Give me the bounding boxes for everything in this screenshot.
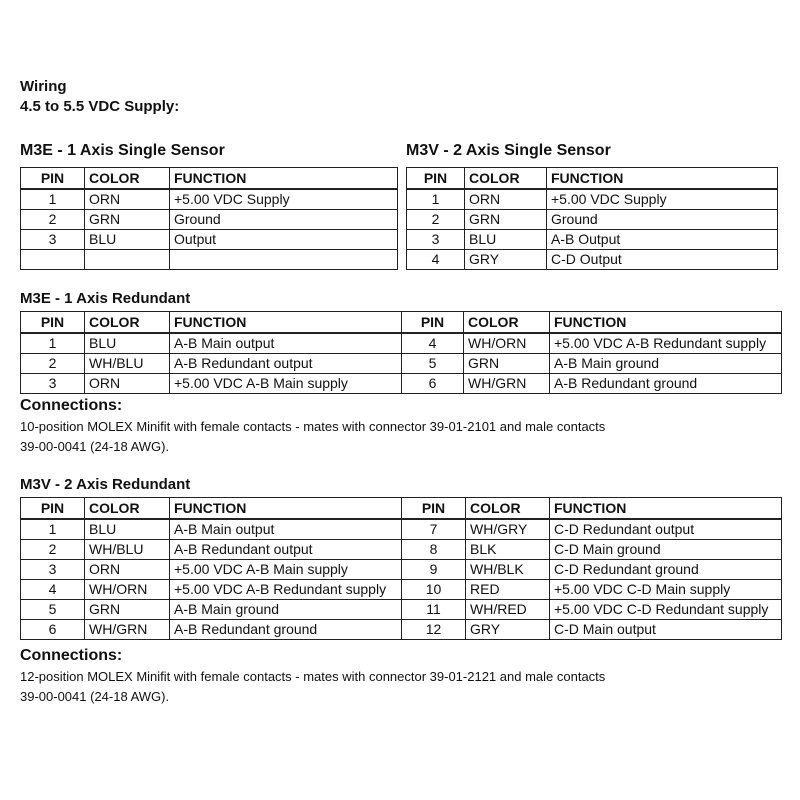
pin-cell: 6 — [21, 620, 85, 640]
table-row — [21, 580, 782, 600]
color-cell: BLU — [85, 333, 170, 354]
color-cell: GRN — [464, 354, 550, 374]
m3v-connections-line-2: 39-00-0041 (24-18 AWG). — [20, 689, 170, 704]
table-header-row — [21, 312, 782, 334]
column-header-color: COLOR — [85, 498, 170, 520]
color-cell: ORN — [465, 189, 547, 210]
function-cell: +5.00 VDC A-B Redundant supply — [170, 580, 402, 600]
function-cell: C-D Output — [547, 250, 778, 270]
function-cell: A-B Redundant output — [170, 540, 402, 560]
color-cell: BLU — [85, 519, 170, 540]
color-cell: WH/BLU — [85, 354, 170, 374]
table-row — [21, 374, 782, 394]
table-row — [21, 250, 398, 270]
function-cell: Ground — [170, 210, 398, 230]
pin-cell: 3 — [407, 230, 465, 250]
column-header-color: COLOR — [464, 312, 550, 334]
function-cell: A-B Main ground — [170, 600, 402, 620]
table-row — [21, 210, 398, 230]
table-row — [21, 620, 782, 640]
m3v-redundant-table — [20, 497, 782, 640]
table-row — [407, 210, 778, 230]
pin-cell: 2 — [21, 210, 85, 230]
column-header-function: FUNCTION — [550, 498, 782, 520]
m3e-redundant-heading: M3E - 1 Axis Redundant — [20, 290, 191, 307]
color-cell: WH/ORN — [85, 580, 170, 600]
table-row — [21, 189, 398, 210]
pin-cell: 1 — [21, 189, 85, 210]
color-cell: RED — [466, 580, 550, 600]
pin-cell: 12 — [402, 620, 466, 640]
function-cell: C-D Redundant ground — [550, 560, 782, 580]
column-header-pin: PIN — [21, 168, 85, 190]
color-cell: GRN — [465, 210, 547, 230]
color-cell: ORN — [85, 560, 170, 580]
color-cell: WH/BLK — [466, 560, 550, 580]
color-cell — [85, 250, 170, 270]
color-cell: BLU — [465, 230, 547, 250]
function-cell: A-B Main ground — [550, 354, 782, 374]
m3v-single-table — [406, 167, 778, 270]
pin-cell: 10 — [402, 580, 466, 600]
pin-cell: 3 — [21, 560, 85, 580]
function-cell: A-B Main output — [170, 519, 402, 540]
table-row — [21, 333, 782, 354]
column-header-function: FUNCTION — [550, 312, 782, 334]
table-row — [407, 230, 778, 250]
pin-cell: 9 — [402, 560, 466, 580]
color-cell: GRN — [85, 600, 170, 620]
m3e-connections-heading: Connections: — [20, 397, 123, 414]
m3v-connections-heading: Connections: — [20, 647, 123, 664]
pin-cell: 2 — [21, 354, 85, 374]
column-header-color: COLOR — [85, 312, 170, 334]
page-subtitle: 4.5 to 5.5 VDC Supply: — [20, 98, 180, 115]
function-cell — [170, 250, 398, 270]
m3v-single-heading: M3V - 2 Axis Single Sensor — [406, 142, 611, 159]
column-header-function: FUNCTION — [170, 312, 402, 334]
function-cell: A-B Redundant output — [170, 354, 402, 374]
function-cell: +5.00 VDC C-D Main supply — [550, 580, 782, 600]
column-header-color: COLOR — [466, 498, 550, 520]
function-cell: A-B Main output — [170, 333, 402, 354]
column-header-function: FUNCTION — [170, 168, 398, 190]
column-header-pin: PIN — [402, 498, 466, 520]
m3e-connections-line-1: 10-position MOLEX Minifit with female contacts - mates with connector 39-01-2101 and male contacts — [20, 419, 606, 434]
color-cell: WH/RED — [466, 600, 550, 620]
function-cell: +5.00 VDC Supply — [170, 189, 398, 210]
page-title: Wiring — [20, 78, 67, 95]
table-row — [407, 250, 778, 270]
column-header-function: FUNCTION — [170, 498, 402, 520]
table-row — [21, 354, 782, 374]
pin-cell: 7 — [402, 519, 466, 540]
color-cell: GRN — [85, 210, 170, 230]
pin-cell: 5 — [402, 354, 464, 374]
function-cell: C-D Main output — [550, 620, 782, 640]
pin-cell: 3 — [21, 374, 85, 394]
pin-cell: 1 — [21, 519, 85, 540]
function-cell: C-D Redundant output — [550, 519, 782, 540]
m3e-single-heading: M3E - 1 Axis Single Sensor — [20, 142, 225, 159]
m3e-redundant-table — [20, 311, 782, 394]
table-row — [407, 189, 778, 210]
column-header-pin: PIN — [407, 168, 465, 190]
column-header-color: COLOR — [465, 168, 547, 190]
function-cell: A-B Redundant ground — [550, 374, 782, 394]
pin-cell: 4 — [21, 580, 85, 600]
color-cell: WH/BLU — [85, 540, 170, 560]
pin-cell: 4 — [402, 333, 464, 354]
pin-cell: 11 — [402, 600, 466, 620]
function-cell: A-B Redundant ground — [170, 620, 402, 640]
pin-cell: 1 — [407, 189, 465, 210]
color-cell: BLK — [466, 540, 550, 560]
function-cell: +5.00 VDC A-B Main supply — [170, 374, 402, 394]
color-cell: WH/GRY — [466, 519, 550, 540]
column-header-function: FUNCTION — [547, 168, 778, 190]
table-row — [21, 540, 782, 560]
color-cell: BLU — [85, 230, 170, 250]
pin-cell — [21, 250, 85, 270]
column-header-pin: PIN — [21, 312, 85, 334]
color-cell: ORN — [85, 374, 170, 394]
pin-cell: 5 — [21, 600, 85, 620]
color-cell: ORN — [85, 189, 170, 210]
function-cell: +5.00 VDC A-B Main supply — [170, 560, 402, 580]
pin-cell: 6 — [402, 374, 464, 394]
m3e-connections-line-2: 39-00-0041 (24-18 AWG). — [20, 439, 170, 454]
column-header-pin: PIN — [21, 498, 85, 520]
pin-cell: 2 — [21, 540, 85, 560]
table-row — [21, 560, 782, 580]
function-cell: Ground — [547, 210, 778, 230]
table-row — [21, 600, 782, 620]
color-cell: WH/GRN — [85, 620, 170, 640]
m3v-connections-line-1: 12-position MOLEX Minifit with female contacts - mates with connector 39-01-2121 and male contacts — [20, 669, 606, 684]
color-cell: GRY — [465, 250, 547, 270]
color-cell: WH/ORN — [464, 333, 550, 354]
function-cell: +5.00 VDC A-B Redundant supply — [550, 333, 782, 354]
pin-cell: 3 — [21, 230, 85, 250]
color-cell: GRY — [466, 620, 550, 640]
color-cell: WH/GRN — [464, 374, 550, 394]
column-header-color: COLOR — [85, 168, 170, 190]
function-cell: +5.00 VDC Supply — [547, 189, 778, 210]
function-cell: A-B Output — [547, 230, 778, 250]
pin-cell: 1 — [21, 333, 85, 354]
table-header-row — [21, 498, 782, 520]
table-header-row — [21, 168, 398, 190]
table-header-row — [407, 168, 778, 190]
column-header-pin: PIN — [402, 312, 464, 334]
function-cell: C-D Main ground — [550, 540, 782, 560]
pin-cell: 2 — [407, 210, 465, 230]
m3e-single-table — [20, 167, 398, 270]
table-row — [21, 230, 398, 250]
pin-cell: 4 — [407, 250, 465, 270]
table-row — [21, 519, 782, 540]
function-cell: Output — [170, 230, 398, 250]
m3v-redundant-heading: M3V - 2 Axis Redundant — [20, 476, 191, 493]
function-cell: +5.00 VDC C-D Redundant supply — [550, 600, 782, 620]
pin-cell: 8 — [402, 540, 466, 560]
